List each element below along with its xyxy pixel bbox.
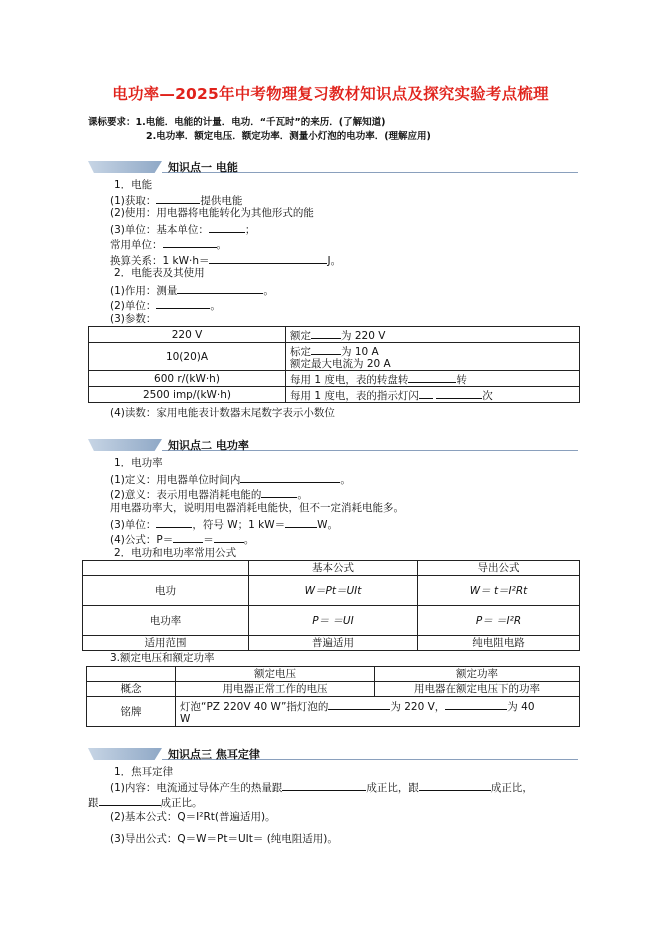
blank — [311, 327, 341, 339]
table-cell: 600 r/(kW·h) — [89, 371, 286, 387]
blank — [445, 698, 507, 710]
table-row — [83, 606, 580, 636]
table-cell — [83, 561, 249, 576]
section-heading-3: 知识点三 焦耳定律 — [168, 748, 260, 761]
section-heading-1: 知识点一 电能 — [168, 161, 238, 174]
curriculum-requirements — [88, 114, 385, 128]
blank — [328, 698, 390, 710]
blank — [209, 221, 245, 233]
table-cell: 铭牌 — [87, 697, 176, 727]
blank — [408, 371, 456, 383]
section-banner-2 — [88, 435, 578, 455]
subheading-formulas: 2．电功和电功率常用公式 — [114, 547, 237, 559]
table-row — [87, 667, 580, 682]
blank — [285, 516, 317, 528]
table-row — [83, 636, 580, 651]
blank — [261, 486, 297, 498]
banner-decoration — [88, 161, 162, 173]
table-header: 导出公式 — [418, 561, 580, 576]
table-cell: W＝ t＝I²Rt — [418, 576, 580, 606]
blank — [436, 387, 482, 399]
table-row — [89, 371, 580, 387]
subheading-meter: 2．电能表及其使用 — [114, 267, 205, 279]
section-banner-1 — [88, 157, 578, 177]
subheading-rated: 3.额定电压和额定功率 — [110, 652, 215, 664]
table-cell: 10(20)A — [89, 343, 286, 371]
table-row — [89, 327, 580, 343]
table-header: 基本公式 — [249, 561, 418, 576]
blank — [177, 282, 263, 294]
line-formula: (4)公式：P＝ ＝ 。 — [110, 531, 254, 547]
table-row — [83, 576, 580, 606]
table-cell: W＝Pt＝UIt — [249, 576, 418, 606]
line-reading: (4)读数：家用电能表计数器末尾数字表示小数位 — [110, 407, 335, 419]
line-content-cont: 跟 成正比。 — [88, 794, 203, 810]
section-banner-3 — [88, 744, 578, 764]
line-unit-basic: (3)单位：基本单位： ； — [110, 221, 255, 237]
blank — [173, 531, 203, 543]
table-cell: 灯泡“PZ 220V 40 W”指灯泡的 为 220 V， 为 40 W — [176, 697, 580, 727]
table-cell: 每用 1 度电，表的转盘转 转 — [286, 371, 580, 387]
table-cell: P＝ ＝I²R — [418, 606, 580, 636]
blank — [214, 531, 244, 543]
blank — [240, 471, 340, 483]
table-cell: 纯电阻电路 — [418, 636, 580, 651]
line-unit-common: 常用单位： 。 — [110, 236, 227, 252]
banner-decoration — [88, 748, 162, 760]
subheading-power: 1．电功率 — [114, 457, 163, 469]
table-cell: 普遍适用 — [249, 636, 418, 651]
requirement-1: 1.电能．电能的计量．电功．“千瓦时”的来历．(了解知道) — [135, 117, 386, 128]
line-conversion: 换算关系：1 kW·h＝ J。 — [110, 252, 341, 268]
table-cell: 电功 — [83, 576, 249, 606]
blank — [282, 779, 366, 791]
table-cell: 220 V — [89, 327, 286, 343]
table-header: 额定电压 — [176, 667, 375, 682]
table-cell: P＝ ＝UI — [249, 606, 418, 636]
blank — [311, 343, 341, 355]
requirements-label: 课标要求： — [88, 117, 136, 128]
table-cell: 电功率 — [83, 606, 249, 636]
blank — [419, 387, 433, 399]
line-definition: (1)定义：用电器单位时间内 。 — [110, 471, 351, 487]
rated-table — [86, 666, 580, 727]
table-cell: 适用范围 — [83, 636, 249, 651]
table-cell: 每用 1 度电，表的指示灯闪 次 — [286, 387, 580, 403]
blank — [156, 192, 200, 204]
table-cell — [87, 667, 176, 682]
requirement-2: 2.电功率．额定电压．额定功率．测量小灯泡的电功率．(理解应用) — [146, 131, 431, 142]
table-cell: 额定 为 220 V — [286, 327, 580, 343]
table-header: 额定功率 — [375, 667, 580, 682]
blank — [163, 236, 217, 248]
table-row — [87, 682, 580, 697]
line-basic-formula: (2)基本公式：Q＝I²Rt(普遍适用)。 — [110, 811, 276, 823]
section-heading-2: 知识点二 电功率 — [168, 439, 249, 452]
formula-table — [82, 560, 580, 651]
table-cell: 用电器在额定电压下的功率 — [375, 682, 580, 697]
table-row — [87, 697, 580, 727]
line-meter-unit: (2)单位： 。 — [110, 297, 221, 313]
table-row — [83, 561, 580, 576]
blank — [156, 297, 210, 309]
table-cell: 概念 — [87, 682, 176, 697]
banner-decoration — [88, 439, 162, 451]
subheading-joule: 1．焦耳定律 — [114, 766, 174, 778]
line-meter-function: (1)作用：测量 。 — [110, 282, 274, 298]
line-obtain: (1)获取： 提供电能 — [110, 192, 242, 208]
blank — [419, 779, 491, 791]
line-parameters: (3)参数： — [110, 313, 157, 325]
table-row — [89, 343, 580, 371]
table-row — [89, 387, 580, 403]
line-meaning: (2)意义：表示用电器消耗电能的 。 — [110, 486, 308, 502]
document-title: 电功率—2025年中考物理复习教材知识点及探究实验考点梳理 — [112, 85, 549, 103]
line-use: (2)使用：用电器将电能转化为其他形式的能 — [110, 207, 314, 219]
table-cell: 用电器正常工作的电压 — [176, 682, 375, 697]
subheading-electric-energy: 1．电能 — [114, 179, 153, 191]
table-cell: 2500 imp/(kW·h) — [89, 387, 286, 403]
line-content: (1)内容：电流通过导体产生的热量跟 成正比，跟 成正比， — [110, 779, 533, 795]
blank — [156, 516, 192, 528]
line-note: 用电器功率大，说明用电器消耗电能快，但不一定消耗电能多。 — [110, 502, 404, 514]
meter-parameter-table — [88, 326, 580, 403]
blank — [99, 794, 161, 806]
table-cell: 标定 为 10 A 额定最大电流为 20 A — [286, 343, 580, 371]
blank — [209, 252, 327, 264]
line-unit: (3)单位： ，符号 W；1 kW＝ W。 — [110, 516, 338, 532]
line-derived-formula: (3)导出公式：Q＝W＝Pt＝UIt＝ (纯电阻适用)。 — [110, 833, 338, 845]
